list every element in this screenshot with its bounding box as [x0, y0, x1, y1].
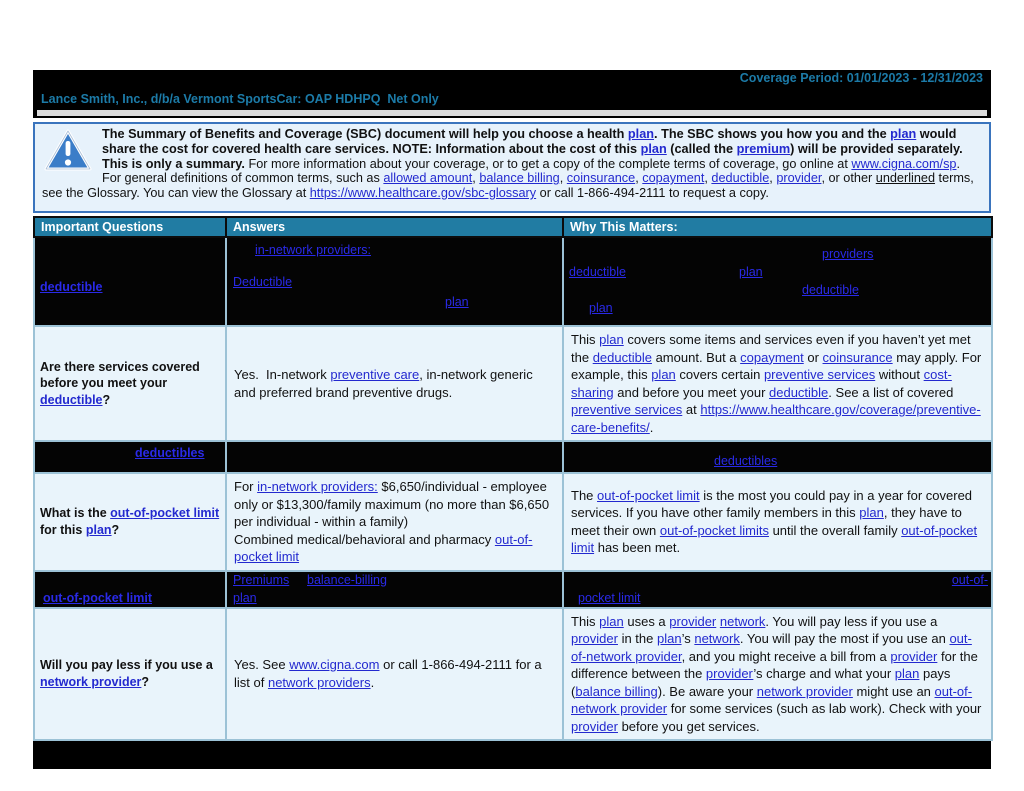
- link[interactable]: preventive care: [330, 367, 420, 382]
- link-plan[interactable]: plan: [589, 301, 613, 315]
- link[interactable]: plan: [657, 631, 682, 646]
- link[interactable]: out-of-pocket limit: [234, 531, 533, 564]
- link-balance-billing[interactable]: balance-billing: [307, 572, 387, 587]
- link[interactable]: deductible: [592, 349, 652, 365]
- text-segment: .: [370, 674, 375, 690]
- text-segment: (called the: [666, 141, 737, 156]
- link[interactable]: allowed amount: [383, 171, 473, 186]
- sbc-table: [33, 216, 993, 741]
- intro-box: [33, 122, 991, 213]
- link[interactable]: out-of-pocket limits: [659, 522, 769, 538]
- col-header-why-this-matters: Why This Matters:: [563, 217, 992, 237]
- link-deductible[interactable]: deductible: [40, 280, 103, 294]
- text-segment: at: [682, 402, 701, 417]
- text-segment: ,: [559, 171, 567, 186]
- intro-paragraph: [42, 127, 982, 201]
- text-segment: underlined: [875, 171, 936, 186]
- link-providers[interactable]: providers: [822, 247, 874, 261]
- redacted-why-cell: [563, 441, 992, 473]
- link[interactable]: preventive services: [763, 367, 876, 382]
- text-segment: . See a list of covered: [828, 384, 954, 400]
- sbc-document-page: [33, 70, 991, 769]
- link[interactable]: balance billing: [575, 683, 658, 699]
- link[interactable]: network: [694, 631, 740, 646]
- link[interactable]: out-of-pocket limit: [597, 487, 700, 503]
- why-cell: [563, 473, 992, 571]
- redacted-answer-cell: [226, 237, 563, 326]
- link[interactable]: coinsurance: [822, 349, 893, 365]
- text-segment: has been met.: [594, 540, 681, 556]
- link[interactable]: https://www.healthcare.gov/coverage/preventive-care-benefits/: [571, 402, 981, 435]
- text-segment: for this: [40, 522, 86, 537]
- link[interactable]: provider: [705, 666, 754, 681]
- link[interactable]: in-network providers:: [257, 479, 378, 494]
- text-segment: ). Be aware your: [657, 683, 757, 699]
- link[interactable]: provider: [571, 718, 618, 734]
- link[interactable]: provider: [571, 631, 618, 646]
- text-segment: $6,650/individual - employee only or $13,300/family maximum (no more than $6,650 per individual - within a family): [234, 479, 550, 529]
- link[interactable]: network provider: [756, 683, 853, 699]
- redacted-answer-cell: [226, 571, 563, 608]
- question-cell: [34, 326, 226, 441]
- text-segment: Combined medical/behavioral and pharmacy: [234, 531, 495, 547]
- link[interactable]: www.cigna.com/sp: [851, 156, 957, 171]
- text-segment: ,: [769, 171, 777, 186]
- link-plan[interactable]: plan: [233, 590, 257, 605]
- link[interactable]: copayment: [642, 171, 705, 186]
- link-deductible[interactable]: Deductible: [233, 275, 293, 289]
- link-deductibles[interactable]: deductibles: [135, 446, 205, 460]
- link[interactable]: deductible: [711, 171, 770, 186]
- link[interactable]: plan: [890, 127, 917, 141]
- text-segment: would share the cost for covered health care services. NOTE: Information about the cost of this: [102, 127, 957, 156]
- link[interactable]: www.cigna.com: [289, 657, 380, 673]
- link[interactable]: cost-sharing: [571, 367, 952, 400]
- link[interactable]: network providers: [267, 674, 371, 690]
- text-segment: covers certain: [675, 367, 764, 382]
- text-segment: pays (: [571, 666, 951, 699]
- link[interactable]: https://www.healthcare.gov/sbc-glossary: [309, 186, 537, 201]
- link[interactable]: network provider: [40, 674, 142, 689]
- text-segment: .: [649, 419, 654, 435]
- text-segment: for the difference between the: [571, 648, 978, 681]
- text-segment: For: [234, 479, 258, 494]
- link[interactable]: plan: [651, 367, 676, 382]
- title-bar-divider: [37, 110, 987, 116]
- text-segment: This: [571, 613, 600, 629]
- answer-cell: [226, 608, 563, 741]
- col-header-important-questions: Important Questions: [34, 217, 226, 237]
- text-segment: in the: [617, 631, 657, 646]
- table-row-out-of-pocket-limit: [34, 473, 992, 571]
- text-segment: ?: [141, 674, 150, 689]
- text-segment: What is the: [40, 506, 111, 521]
- link[interactable]: plan: [894, 666, 920, 681]
- link-plan[interactable]: plan: [739, 265, 763, 279]
- text-segment: or: [803, 349, 823, 365]
- link-deductible[interactable]: deductible: [569, 265, 626, 279]
- link[interactable]: plan: [599, 332, 624, 347]
- table-row-network-provider: [34, 608, 992, 741]
- link-out-of-pocket-limit[interactable]: out-of-pocket limit: [43, 590, 153, 605]
- link[interactable]: provider: [776, 171, 822, 186]
- table-row-services-before-deductible: [34, 326, 992, 441]
- question-cell: [34, 608, 226, 741]
- text-segment: ,: [635, 171, 643, 186]
- warning-triangle-icon: [44, 129, 92, 171]
- text-segment: amount. But a: [651, 349, 741, 365]
- redacted-question-cell: [34, 441, 226, 473]
- text-segment: Yes. In-network: [234, 367, 331, 382]
- text-segment: . For general definitions of common terms, such as: [102, 156, 961, 186]
- link-premiums[interactable]: Premiums: [233, 572, 290, 587]
- link[interactable]: network: [719, 613, 766, 629]
- redacted-answer-cell: [226, 441, 563, 473]
- link[interactable]: provider: [669, 613, 717, 629]
- text-segment: , and you might receive a bill from a: [681, 648, 891, 664]
- text-segment: ?: [102, 392, 111, 407]
- text-segment: The Summary of Benefits and Coverage (SBC) document will help you choose a health: [102, 127, 628, 141]
- footer-bar: [33, 741, 991, 769]
- link[interactable]: out-of-pocket limit: [110, 506, 220, 521]
- link-plan[interactable]: plan: [445, 295, 469, 309]
- text-segment: . You will pay less if you use a: [765, 613, 938, 629]
- text-segment: The: [571, 487, 598, 503]
- link[interactable]: plan: [627, 127, 655, 141]
- redacted-question-cell: [34, 571, 226, 608]
- answer-cell: [226, 473, 563, 571]
- text-segment: without: [875, 367, 924, 382]
- link[interactable]: deductible: [769, 384, 829, 400]
- text-segment: ?: [111, 522, 120, 537]
- link[interactable]: copayment: [740, 349, 804, 365]
- text-segment: . The SBC shows you how you and the: [654, 127, 891, 141]
- coverage-period: Coverage Period: 01/01/2023 - 12/31/2023: [739, 71, 983, 85]
- link[interactable]: plan: [85, 522, 112, 537]
- text-segment: Will you pay less if you use a: [40, 658, 213, 673]
- text-segment: ,: [704, 171, 712, 186]
- link[interactable]: plan: [859, 505, 884, 521]
- why-cell: [563, 326, 992, 441]
- text-segment: or call 1-866-494-2111 to request a copy.: [536, 186, 769, 201]
- text-segment: covers some items and services even if you haven’t yet met the: [571, 332, 971, 365]
- link[interactable]: preventive services: [571, 402, 683, 417]
- text-segment: and before you meet your: [613, 384, 770, 400]
- text-segment: , or other: [821, 171, 876, 186]
- question-cell: [34, 473, 226, 571]
- text-segment: , they have to meet their own: [571, 505, 962, 538]
- link[interactable]: coinsurance: [566, 171, 636, 186]
- link-pocket-limit[interactable]: pocket limit: [578, 590, 641, 605]
- text-segment: terms, see the Glossary. You can view the Glossary at: [42, 171, 974, 201]
- link-in-network-providers[interactable]: in-network providers:: [255, 243, 372, 257]
- text-segment: is the most you could pay in a year for covered services. If you have other family members in this: [571, 487, 973, 521]
- company-plan-title: Lance Smith, Inc., d/b/a Vermont SportsCar: OAP HDHPQ Net Only: [41, 92, 439, 106]
- text-segment: ’s: [681, 631, 695, 646]
- link[interactable]: out-of-pocket limit: [571, 522, 978, 556]
- text-segment: For more information about your coverage, or to get a copy of the complete terms of coverage, go online at: [248, 156, 852, 171]
- link[interactable]: plan: [599, 613, 624, 629]
- link[interactable]: plan: [640, 141, 667, 156]
- text-segment: This: [571, 332, 600, 347]
- table-row-deductibles-redacted: [34, 441, 992, 473]
- link[interactable]: out-of-network provider: [571, 631, 972, 664]
- redacted-why-cell: [563, 237, 992, 326]
- text-segment: ,: [472, 171, 480, 186]
- table-row-deductible-redacted: [34, 237, 992, 326]
- link[interactable]: balance billing: [479, 171, 560, 186]
- text-segment: ’s charge and what your: [753, 666, 895, 681]
- redacted-why-cell: [563, 571, 992, 608]
- text-segment: may apply. For example, this: [571, 349, 982, 382]
- text-segment: , in-network generic and preferred brand preventive drugs.: [234, 367, 533, 400]
- link[interactable]: deductible: [40, 392, 103, 407]
- why-cell: [563, 608, 992, 741]
- link[interactable]: out-of-network provider: [571, 683, 973, 716]
- text-segment: . You will pay the most if you use an: [739, 631, 950, 646]
- table-row-premiums-redacted: [34, 571, 992, 608]
- text-segment: until the overall family: [768, 522, 902, 538]
- redacted-question-cell: [34, 237, 226, 326]
- text-segment: ) will be provided separately. This is only a summary.: [102, 141, 963, 171]
- text-segment: might use an: [852, 683, 935, 699]
- link[interactable]: premium: [736, 141, 791, 156]
- text-segment: for some services (such as lab work). Check with your: [667, 701, 982, 716]
- text-segment: before you get services.: [617, 718, 760, 734]
- col-header-answers: Answers: [226, 217, 563, 237]
- title-bar: [33, 70, 991, 118]
- table-header-row: [34, 217, 992, 237]
- link-out-of[interactable]: out-of-: [951, 572, 988, 587]
- answer-cell: [226, 326, 563, 441]
- link[interactable]: provider: [890, 648, 938, 664]
- link-deductible[interactable]: deductible: [802, 283, 859, 297]
- text-segment: Are there services covered before you meet your: [40, 359, 200, 391]
- text-segment: Yes. See: [234, 657, 290, 673]
- link-deductibles[interactable]: deductibles: [714, 454, 778, 468]
- text-segment: or call 1-866-494-2111 for a list of: [234, 657, 542, 690]
- text-segment: uses a: [623, 613, 670, 629]
